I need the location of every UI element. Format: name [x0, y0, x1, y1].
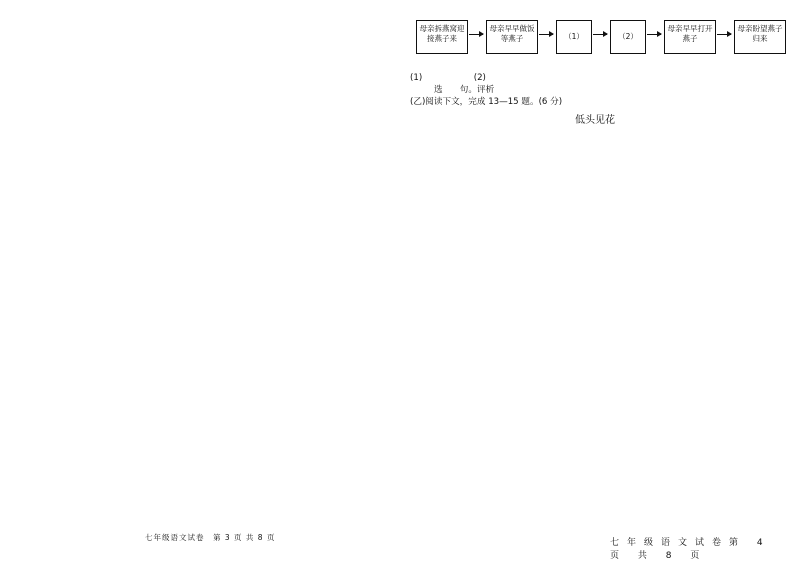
- flow-box: （2）: [610, 20, 646, 54]
- flow-box: 母亲早早做饭等燕子: [486, 20, 538, 54]
- page-footer-right: 七年级语文试卷第 4 页 共 8 页: [610, 538, 771, 561]
- flow-box: 母亲拆燕窝迎接燕子来: [416, 20, 468, 54]
- flow-box: （1）: [556, 20, 592, 54]
- flow-box: 母亲早早打开燕子: [664, 20, 716, 54]
- arrow-icon: [469, 34, 483, 35]
- section-heading: (乙)阅读下文，完成 13—15 题。(6 分): [410, 97, 563, 108]
- arrow-icon: [647, 34, 661, 35]
- flow-box: 母亲盼望燕子归来: [734, 20, 786, 54]
- arrow-icon: [593, 34, 607, 35]
- right-column: [410, 18, 783, 128]
- arrow-icon: [539, 34, 553, 35]
- arrow-icon: [717, 34, 731, 35]
- page-footer-left: 七年级语文试卷 第 3 页 共 8 页: [145, 533, 276, 542]
- answer-line: (1) (2): [410, 73, 486, 83]
- left-column: [20, 18, 390, 19]
- flow-chart: [416, 20, 783, 66]
- essay-title: 低头见花: [575, 114, 615, 126]
- answer-line: 选 句。评析: [434, 85, 495, 96]
